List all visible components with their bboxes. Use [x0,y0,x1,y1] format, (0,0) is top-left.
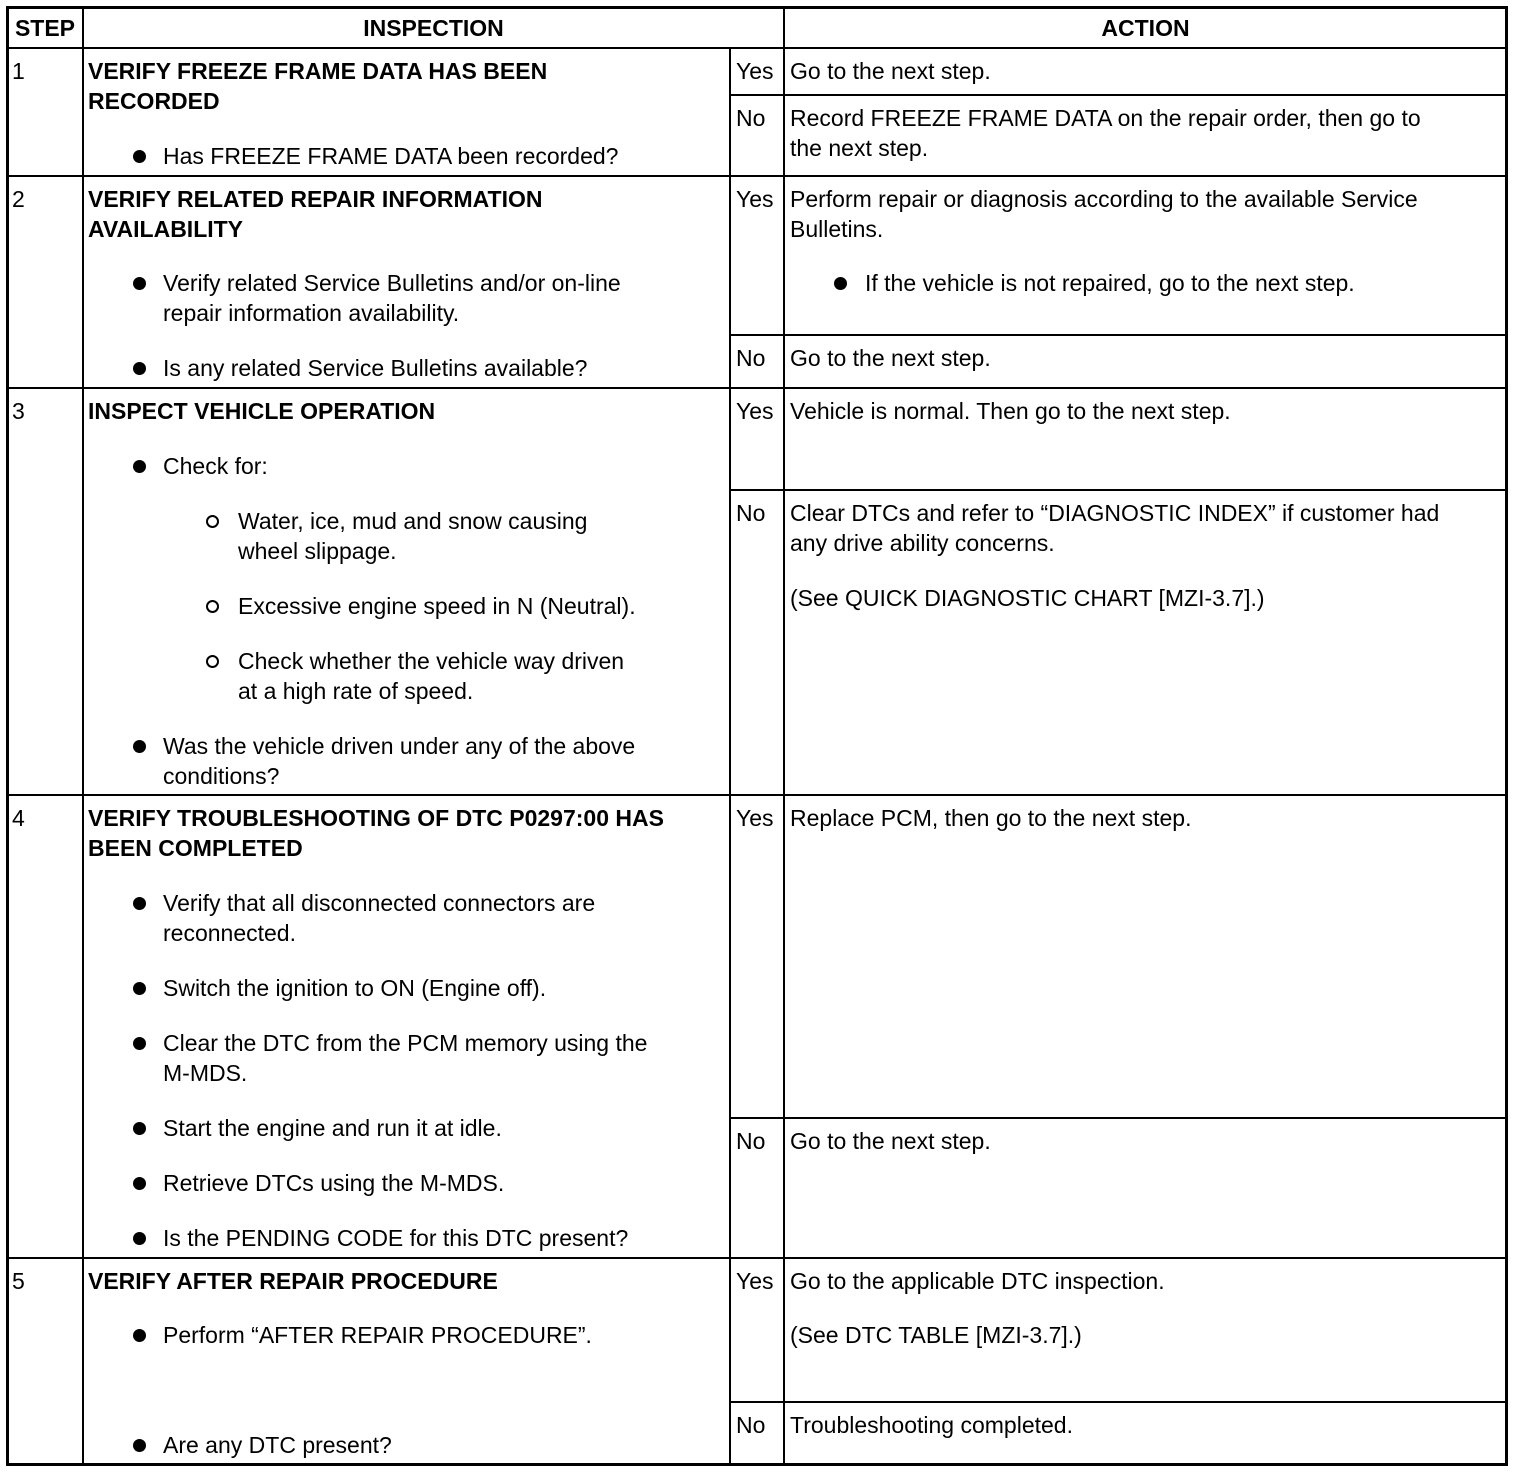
row3-yes-action-line1: Vehicle is normal. Then go to the next step. [790,398,1231,424]
bullet-dot-icon [133,1122,146,1135]
step-number-3: 3 [12,398,25,424]
bullet-dot-icon [133,150,146,163]
yesno-divider-4 [729,1117,1506,1119]
row3-bullet2-line1: Was the vehicle driven under any of the above [163,733,636,759]
row2-yes-action-line1: Perform repair or diagnosis according to the available Service [790,186,1418,212]
row1-bullet1-line1: Has FREEZE FRAME DATA been recorded? [163,143,619,169]
row-divider-4 [8,1257,1506,1259]
row4-title-line1: VERIFY TROUBLESHOOTING OF DTC P0297:00 HAS [88,805,664,831]
row5-yes-label: Yes [736,1268,774,1294]
step-number-2: 2 [12,186,25,212]
row4-bullet5-line1: Retrieve DTCs using the M-MDS. [163,1170,505,1196]
row2-title-line2: AVAILABILITY [88,216,244,242]
row1-yes-action-line1: Go to the next step. [790,58,991,84]
step-number-5: 5 [12,1268,25,1294]
bullet-dot-icon [133,1037,146,1050]
row4-title-line2: BEEN COMPLETED [88,835,303,861]
row4-yes-action-line1: Replace PCM, then go to the next step. [790,805,1192,831]
row3-sub1-line2: wheel slippage. [238,538,397,564]
step-number-4: 4 [12,805,25,831]
col-divider-yesno [729,48,731,1464]
row2-title-line1: VERIFY RELATED REPAIR INFORMATION [88,186,543,212]
header-step: STEP [14,15,76,41]
row1-title-line1: VERIFY FREEZE FRAME DATA HAS BEEN [88,58,548,84]
row4-yes-label: Yes [736,805,774,831]
row3-yes-label: Yes [736,398,774,424]
row4-bullet3-line1: Clear the DTC from the PCM memory using the [163,1030,648,1056]
row-divider-1 [8,175,1506,177]
row1-title-line2: RECORDED [88,88,220,114]
bullet-dot-icon [133,362,146,375]
yesno-divider-3 [729,489,1506,491]
row4-bullet1-line2: reconnected. [163,920,296,946]
row3-no-action-line2: any drive ability concerns. [790,530,1055,556]
bullet-dot-icon [133,1177,146,1190]
row4-bullet6-line1: Is the PENDING CODE for this DTC present? [163,1225,629,1251]
row5-yes-action-line1: Go to the applicable DTC inspection. [790,1268,1165,1294]
row2-no-action-line1: Go to the next step. [790,345,991,371]
row5-bullet1-line1: Perform “AFTER REPAIR PROCEDURE”. [163,1322,592,1348]
row3-no-action-line1: Clear DTCs and refer to “DIAGNOSTIC INDEX” if customer had [790,500,1440,526]
row3-sub1-line1: Water, ice, mud and snow causing [238,508,588,534]
bullet-dot-icon [133,982,146,995]
col-divider-step [82,8,84,1464]
yesno-divider-1 [729,94,1506,96]
row1-yes-label: Yes [736,58,774,84]
bullet-dot-icon [133,1232,146,1245]
row2-no-label: No [736,345,766,371]
row2-bullet1-line2: repair information availability. [163,300,460,326]
header-action: ACTION [1101,15,1190,41]
bullet-dot-icon [133,277,146,290]
row5-title-line1: VERIFY AFTER REPAIR PROCEDURE [88,1268,498,1294]
yesno-divider-2 [729,334,1506,336]
row5-no-label: No [736,1412,766,1438]
bullet-ring-icon [206,600,219,613]
bullet-ring-icon [206,515,219,528]
col-divider-action [783,8,785,1464]
bullet-dot-icon [133,740,146,753]
row2-bullet2-line1: Is any related Service Bulletins available? [163,355,588,381]
row4-no-action-line1: Go to the next step. [790,1128,991,1154]
row4-bullet2-line1: Switch the ignition to ON (Engine off). [163,975,547,1001]
row3-bullet2-line2: conditions? [163,763,280,789]
header-inspection: INSPECTION [363,15,504,41]
row3-no-label: No [736,500,766,526]
bullet-dot-icon [133,460,146,473]
row4-bullet4-line1: Start the engine and run it at idle. [163,1115,502,1141]
row3-sub2-line1: Excessive engine speed in N (Neutral). [238,593,636,619]
step-number-1: 1 [12,58,25,84]
bullet-ring-icon [206,655,219,668]
row3-sub3-line1: Check whether the vehicle way driven [238,648,625,674]
bullet-dot-icon [133,897,146,910]
bullet-dot-icon [133,1329,146,1342]
yesno-divider-5 [729,1401,1506,1403]
row5-no-action-line1: Troubleshooting completed. [790,1412,1073,1438]
row4-bullet1-line1: Verify that all disconnected connectors are [163,890,596,916]
bullet-dot-icon [834,277,847,290]
row3-title-line1: INSPECT VEHICLE OPERATION [88,398,436,424]
row3-no-action-ref: (See QUICK DIAGNOSTIC CHART [MZI-3.7].) [790,585,1265,611]
row3-bullet1-line1: Check for: [163,453,268,479]
row4-no-label: No [736,1128,766,1154]
row1-no-action-line2: the next step. [790,135,929,161]
row-divider-2 [8,387,1506,389]
row2-yes-action-line2: Bulletins. [790,216,884,242]
row5-yes-action-ref: (See DTC TABLE [MZI-3.7].) [790,1322,1082,1348]
row-divider-3 [8,794,1506,796]
row2-bullet1-line1: Verify related Service Bulletins and/or on-line [163,270,621,296]
row2-yes-label: Yes [736,186,774,212]
row5-bullet2-line1: Are any DTC present? [163,1432,392,1458]
bullet-dot-icon [133,1439,146,1452]
row1-no-label: No [736,105,766,131]
row1-no-action-line1: Record FREEZE FRAME DATA on the repair order, then go to [790,105,1421,131]
row3-sub3-line2: at a high rate of speed. [238,678,474,704]
row2-yes-bullet: If the vehicle is not repaired, go to the next step. [865,270,1355,296]
row4-bullet3-line2: M-MDS. [163,1060,248,1086]
